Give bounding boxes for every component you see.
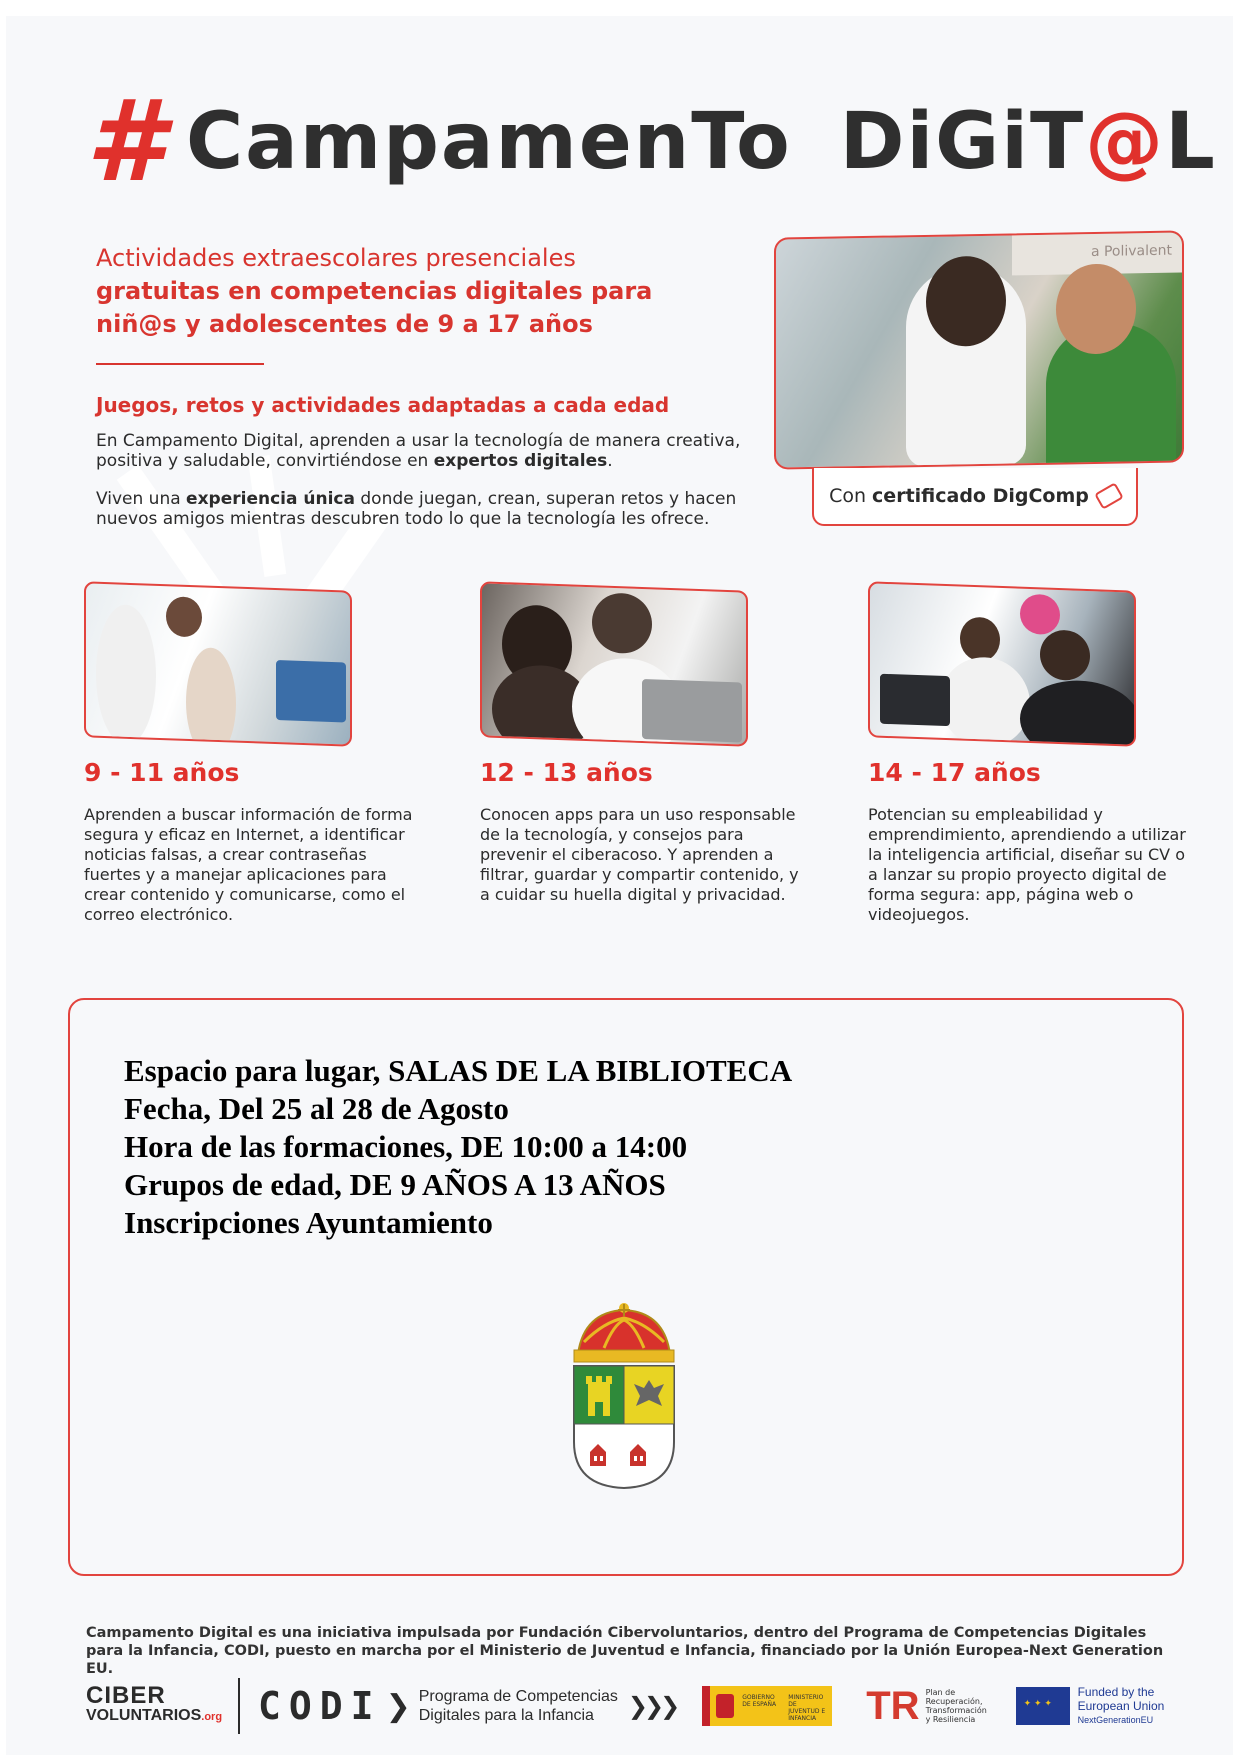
arrows-icon: ❯❯❯ bbox=[627, 1692, 677, 1720]
page-title bbox=[86, 77, 1217, 207]
intro-paragraph-1: En Campamento Digital, aprenden a usar la tecnología de manera creativa, positiva y saludable, convirtiéndose en expertos digitales. bbox=[96, 431, 741, 471]
divider bbox=[96, 363, 264, 365]
coat-of-arms-icon bbox=[564, 1302, 684, 1492]
intro-line-3: niñ@s y adolescentes de 9 a 17 años bbox=[96, 310, 593, 338]
age-description: Aprenden a buscar información de forma segura y eficaz en Internet, a identificar noticias falsas, a crear contraseñas fuertes y a manejar aplicaciones para crear contenido y comunicarse, como el correo electrónico. bbox=[84, 805, 413, 924]
intro-paragraph-2: Viven una experiencia única donde juegan, crean, superan retos y hacen nuevos amigos mientras descubren todo lo que la tecnología les ofrece. bbox=[96, 489, 737, 529]
program-name: Programa de Competencias Digitales para la Infancia bbox=[418, 1688, 618, 1724]
age-photo bbox=[480, 581, 748, 746]
event-age-groups: Grupos de edad, DE 9 AÑOS A 13 AÑOS bbox=[124, 1167, 666, 1202]
logo-divider bbox=[238, 1678, 240, 1734]
codi-logo: CODI bbox=[258, 1684, 382, 1728]
age-card-9-11 bbox=[84, 586, 414, 925]
certificate-icon bbox=[1094, 482, 1124, 510]
age-description: Potencian su empleabilidad y emprendimiento, aprendiendo a utilizar la inteligencia artificial, diseñar su CV o a lanzar su propio proyecto digital de forma segura: app, página web o videojuegos. bbox=[868, 805, 1186, 924]
age-photo bbox=[84, 581, 352, 746]
certificate-badge: Con certificado DigComp bbox=[812, 468, 1138, 526]
footer-text: Campamento Digital es una iniciativa impulsada por Fundación Cibervoluntarios, dentro del Programa de Competencias Digitales para la Infancia, CODI, puesto en marcha por el Ministerio de Juventud e Infancia, financiado por la Unión Europea-Next Generation EU. bbox=[86, 1625, 1164, 1677]
intro-subheading: Juegos, retos y actividades adaptadas a cada edad bbox=[96, 393, 670, 417]
event-hours: Hora de las formaciones, DE 10:00 a 14:00 bbox=[124, 1129, 688, 1164]
cibervoluntarios-logo: CIBER VOLUNTARIOS.org bbox=[86, 1681, 223, 1724]
title-digital: DiGiT@L bbox=[839, 97, 1217, 187]
hashtag-icon: # bbox=[86, 77, 164, 207]
sponsor-logos bbox=[86, 1676, 1186, 1736]
intro-line-2: gratuitas en competencias digitales para bbox=[96, 277, 653, 305]
intro-section bbox=[96, 242, 741, 529]
main-photo bbox=[774, 230, 1184, 469]
age-card-14-17 bbox=[868, 586, 1198, 925]
event-info-box bbox=[68, 998, 1184, 1576]
age-description: Conocen apps para un uso responsable de la tecnología, y consejos para prevenir el ciberacoso. Y aprenden a filtrar, guardar y compartir contenido, y a cuidar su huella digital y privacidad. bbox=[480, 805, 799, 904]
poster bbox=[6, 16, 1233, 1755]
ministerio-logo: GOBIERNO DE ESPAÑA MINISTERIO DE JUVENTUD E INFANCIA bbox=[702, 1686, 832, 1726]
age-card-12-13 bbox=[480, 586, 810, 905]
event-date: Fecha, Del 25 al 28 de Agosto bbox=[124, 1091, 509, 1126]
age-photo bbox=[868, 581, 1136, 746]
event-place: Espacio para lugar, SALAS DE LA BIBLIOTECA bbox=[124, 1053, 793, 1088]
title-campamento: CampamenTo bbox=[185, 97, 792, 187]
prtr-logo: TR Plan de Recuperación, Transformación y Resiliencia bbox=[866, 1684, 987, 1728]
age-range: 9 - 11 años bbox=[84, 758, 240, 787]
photo-wall: a Polivalent bbox=[1012, 232, 1182, 275]
eu-flag-icon bbox=[1016, 1687, 1070, 1725]
age-range: 12 - 13 años bbox=[480, 758, 653, 787]
event-details bbox=[124, 1052, 792, 1242]
chevron-right-icon: ❯ bbox=[385, 1688, 411, 1724]
event-registration: Inscripciones Ayuntamiento bbox=[124, 1205, 493, 1240]
age-range: 14 - 17 años bbox=[868, 758, 1041, 787]
eu-logo: ✦ ✦ ✦ Funded by the European Union NextGenerationEU bbox=[1016, 1685, 1165, 1727]
intro-line-1: Actividades extraescolares presenciales bbox=[96, 244, 576, 272]
